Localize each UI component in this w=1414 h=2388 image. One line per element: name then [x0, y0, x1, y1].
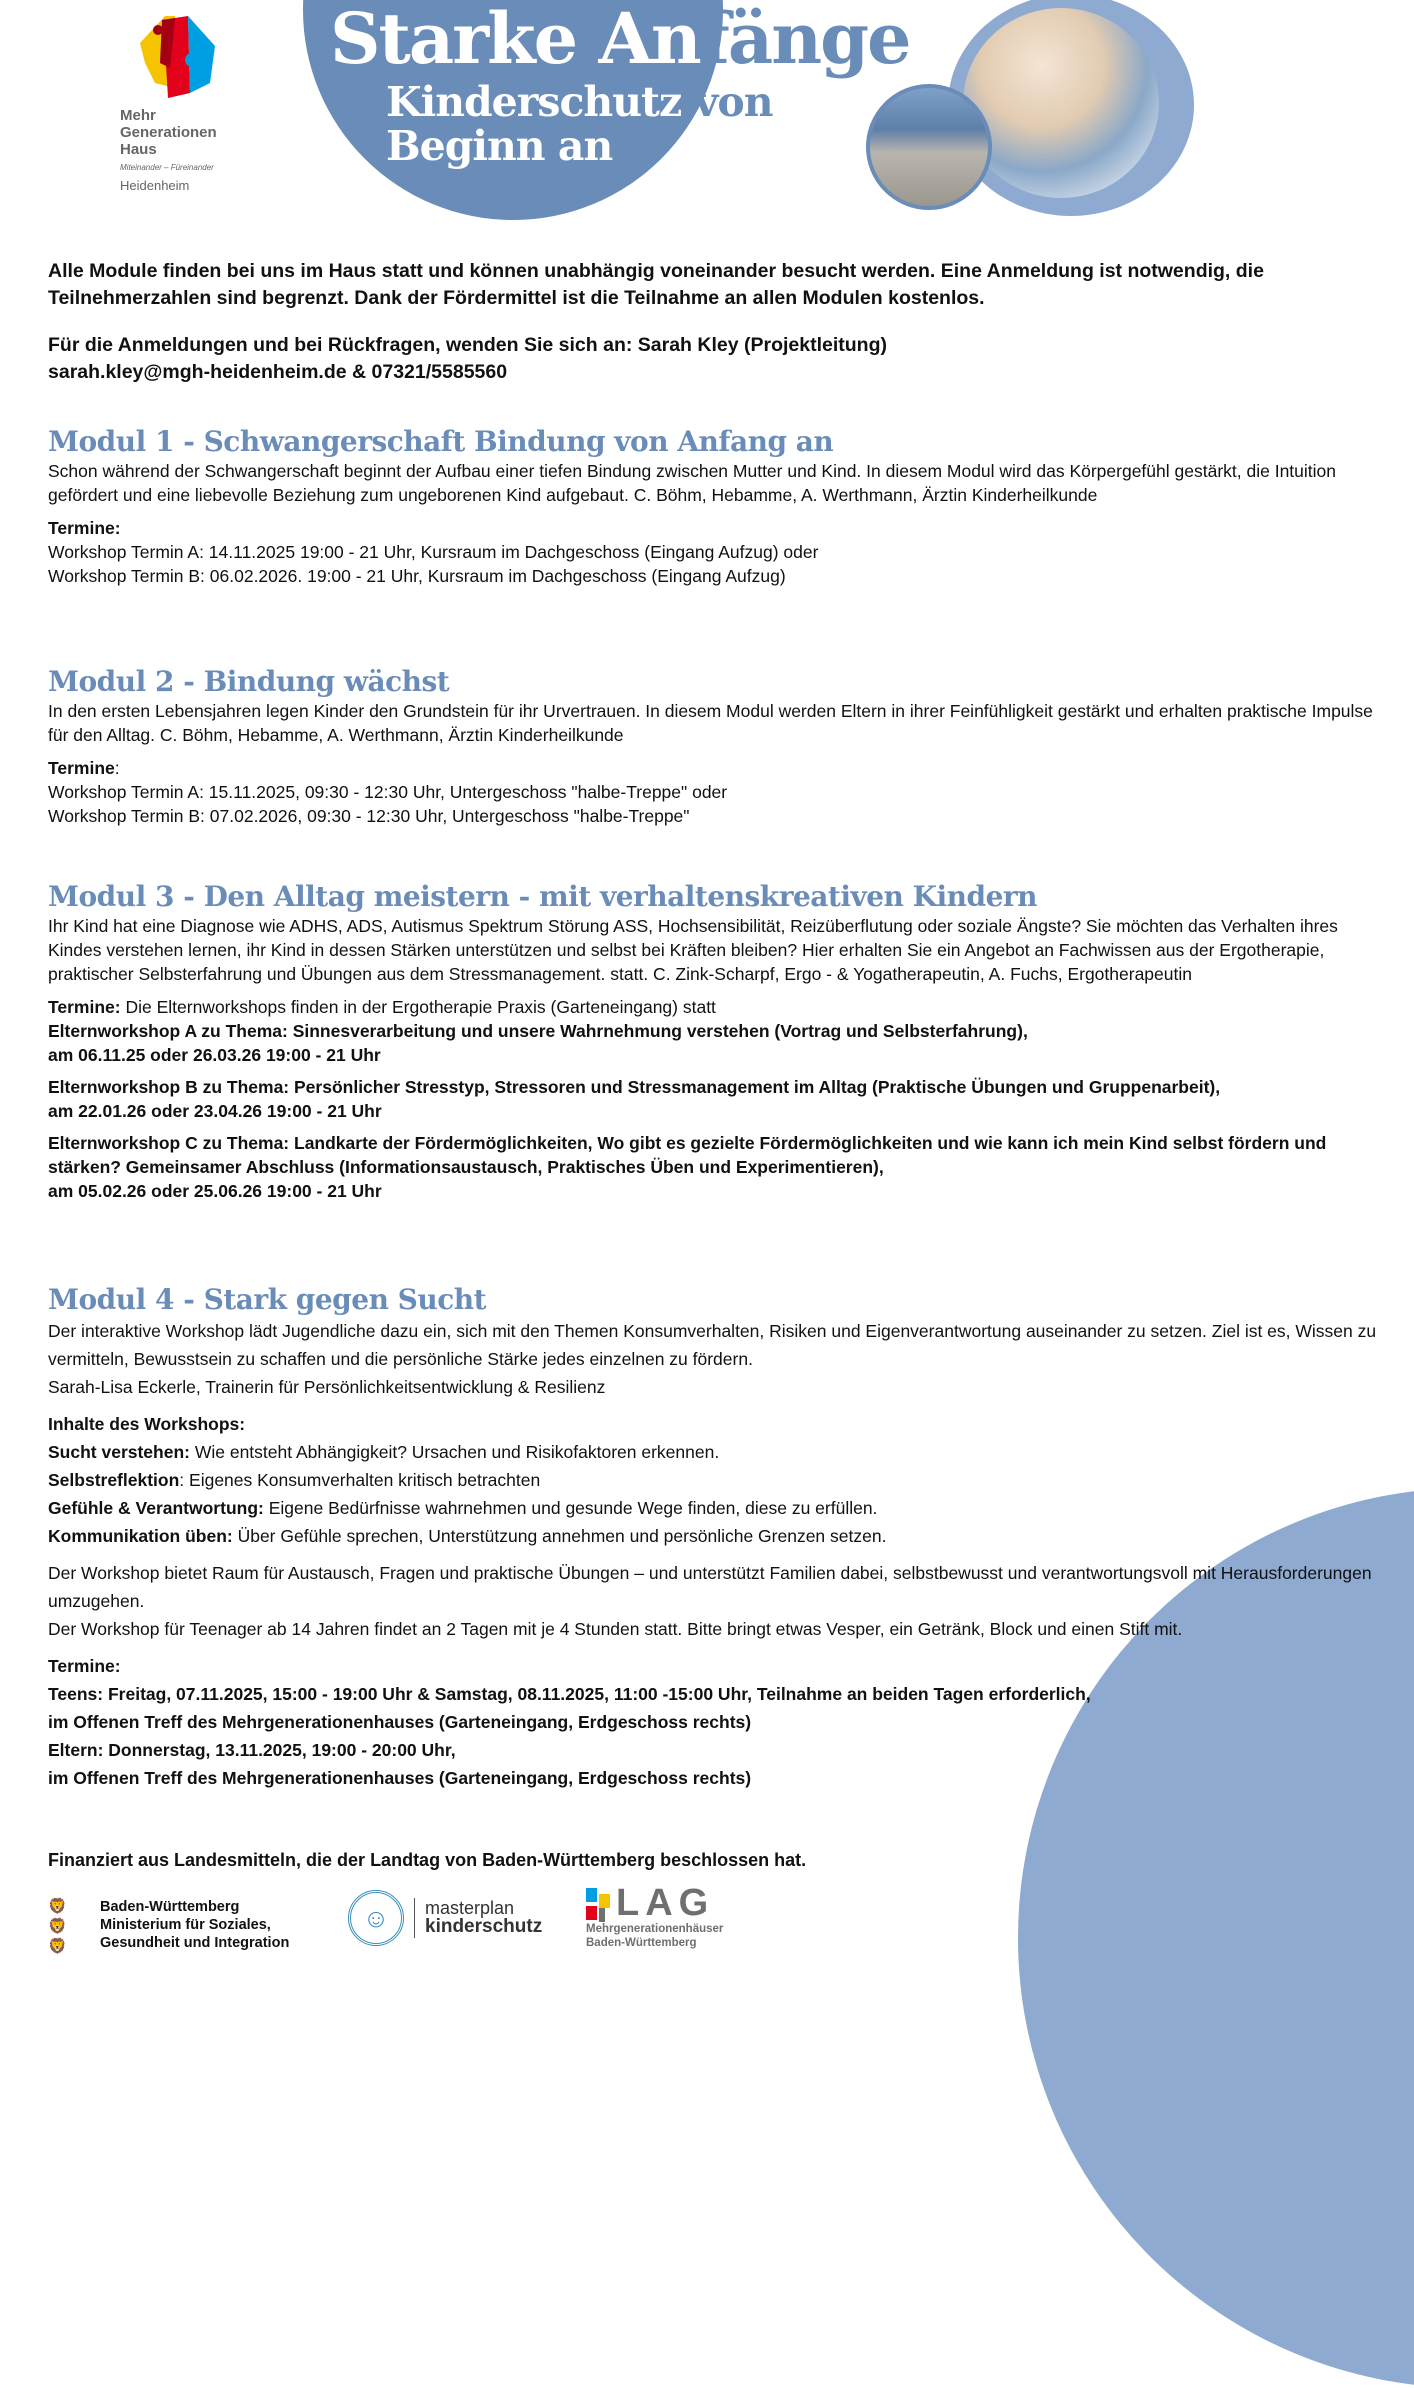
content-item-label: Kommunikation üben: — [48, 1526, 233, 1546]
date-line: Teens: Freitag, 07.11.2025, 15:00 - 19:00 Uhr & Samstag, 08.11.2025, 11:00 -15:00 Uhr, Teilnahme an beiden Tagen erforderlich, — [48, 1684, 1091, 1704]
closing-text: Der Workshop für Teenager ab 14 Jahren findet an 2 Tagen mit je 4 Stunden statt. Bitte bringt etwas Vesper, ein Getränk, Block und einen Stift mit. — [48, 1619, 1183, 1639]
logo-line: Generationen — [120, 124, 217, 141]
subtitle-text: Beginn an — [386, 122, 613, 170]
mgh-logo-name — [120, 107, 230, 158]
bw-logo-line: Ministerium für Soziales, — [100, 1917, 271, 1933]
mk-logo-line: masterplan — [425, 1898, 515, 1918]
content-item — [48, 1522, 1388, 1550]
date-line: im Offenen Treff des Mehrgenerationenhauses (Garteneingang, Erdgeschoss rechts) — [48, 1712, 752, 1732]
content-item-label: Selbstreflektion — [48, 1470, 180, 1490]
content-item-text: Wie entsteht Abhängigkeit? Ursachen und Risikofaktoren erkennen. — [189, 1442, 720, 1462]
mk-logo-line: kinderschutz — [425, 1916, 543, 1937]
contact-line: Für die Anmeldungen und bei Rückfragen, wenden Sie sich an: Sarah Kley (Projektleitung) — [48, 334, 887, 356]
termine-label: Termine — [48, 758, 115, 778]
content-item — [48, 1466, 1388, 1494]
module-4 — [48, 1283, 1388, 1792]
module-description: Ihr Kind hat eine Diagnose wie ADHS, ADS, Autismus Spektrum Störung ASS, Hochsensibilität, Reizüberflutung oder soziale Ängste? Sie möchten das Verhalten ihres Kindes verstehen lernen, ihr Kind in dessen Stärken unterstützen und selbst bei Kräften bleiben? Hier erhalten Sie ein Angebot an Fachwissen aus der Ergotherapie, praktischer Selbsterfahrung und Übungen aus dem Stressmanagement. statt. C. Zink-Scharpf, Ergo - & Yogatherapeutin, A. Fuchs, Ergotherapeutin — [48, 916, 1338, 984]
teens-photo — [866, 84, 992, 210]
title-word: fänge — [699, 0, 910, 80]
sponsor-logos — [48, 1882, 848, 1960]
content-item-text: Über Gefühle sprechen, Unterstützung annehmen und persönliche Grenzen setzen. — [232, 1526, 887, 1546]
mgh-logo-slogan: Miteinander – Füreinander — [120, 163, 214, 172]
lag-logo — [586, 1884, 723, 1950]
workshop-dates: am 22.01.26 oder 23.04.26 19:00 - 21 Uhr — [48, 1101, 382, 1121]
workshop-dates: am 05.02.26 oder 25.06.26 19:00 - 21 Uhr — [48, 1181, 382, 1201]
module-3 — [48, 880, 1388, 1203]
logo-line: Haus — [120, 141, 157, 158]
termine-label: Termine: — [48, 518, 121, 538]
termine-label: Termine: — [48, 1656, 121, 1676]
content-item-text: Eigene Bedürfnisse wahrnehmen und gesunde Wege finden, diese zu erfüllen. — [263, 1498, 878, 1518]
date-line: Workshop Termin A: 14.11.2025 19:00 - 21 Uhr, Kursraum im Dachgeschoss (Eingang Aufzug) oder — [48, 542, 819, 562]
workshop-title: Elternworkshop A zu Thema: Sinnesverarbeitung und unsere Wahrnehmung verstehen (Vortrag und Selbsterfahrung), — [48, 1021, 1028, 1041]
bw-logo-line: Gesundheit und Integration — [100, 1935, 290, 1951]
bw-logo-line: Baden-Württemberg — [100, 1899, 240, 1915]
subtitle-text: Kinderschutz — [386, 78, 695, 126]
module-title: Modul 3 - Den Alltag meistern - mit verhaltenskreativen Kindern — [48, 880, 1037, 913]
lion-icon: 🦁 — [48, 1938, 67, 1955]
module-title: Modul 1 - Schwangerschaft Bindung von Anfang an — [48, 425, 834, 458]
date-line: Workshop Termin B: 07.02.2026, 09:30 - 12:30 Uhr, Untergeschoss "halbe-Treppe" — [48, 806, 690, 826]
lion-emblem-icon — [48, 1898, 88, 1956]
termine-label: Termine: — [48, 997, 121, 1017]
workshop-title: Elternworkshop C zu Thema: Landkarte der Fördermöglichkeiten, Wo gibt es gezielte Fördermöglichkeiten und wie kann ich mein Kind selbst fördern und stärken? Gemeinsamer Abschluss (Informationsaustausch, Praktisches Üben und Experimentieren), — [48, 1133, 1327, 1177]
content-item-text: : Eigenes Konsumverhalten kritisch betrachten — [179, 1470, 541, 1490]
contents-label: Inhalte des Workshops: — [48, 1414, 246, 1434]
content-item — [48, 1494, 1388, 1522]
logo-divider — [414, 1898, 415, 1938]
family-photo — [963, 8, 1159, 198]
module-1 — [48, 425, 1388, 588]
content-item-label: Sucht verstehen: — [48, 1442, 190, 1462]
module-2 — [48, 665, 1388, 828]
logo-line: Mehr — [120, 107, 156, 124]
subtitle-text: von — [694, 78, 773, 126]
module-description: In den ersten Lebensjahren legen Kinder den Grundstein für ihr Urvertrauen. In diesem Modul werden Eltern in ihrer Feinfühligkeit gestärkt und erhalten praktische Impulse für den Alltag. C. Böhm, Hebamme, A. Werthmann, Ärztin Kinderheilkunde — [48, 701, 1373, 745]
intro-paragraph: Alle Module finden bei uns im Haus statt und können unabhängig voneinander besucht werden. Eine Anmeldung ist notwendig, die Teilnehmerzahlen sind begrenzt. Dank der Fördermittel ist die Teilnahme an allen Modulen kostenlos. — [48, 260, 1264, 309]
content-item — [48, 1438, 1388, 1466]
lion-icon: 🦁 — [48, 1898, 67, 1915]
mgh-logo — [120, 8, 230, 193]
lag-sub-line: Baden-Württemberg — [586, 1937, 697, 1949]
termine-suffix: : — [114, 758, 120, 778]
module-description: Der interaktive Workshop lädt Jugendliche dazu ein, sich mit den Themen Konsumverhalten, Risiken und Eigenverantwortung auseinander zu setzen. Ziel ist es, Wissen zu vermitteln, Bewusstsein zu schaffen und die persönliche Stärke jedes einzelnen zu fördern. — [48, 1321, 1377, 1369]
lag-sub-line: Mehrgenerationenhäuser — [586, 1923, 724, 1935]
puzzle-house-icon — [130, 8, 220, 98]
lag-word: LAG — [616, 1882, 715, 1924]
page-subtitle — [386, 80, 773, 168]
date-line: im Offenen Treff des Mehrgenerationenhauses (Garteneingang, Erdgeschoss rechts) — [48, 1768, 752, 1788]
mgh-logo-city: Heidenheim — [120, 178, 190, 193]
module-title: Modul 4 - Stark gegen Sucht — [48, 1283, 487, 1316]
date-line: Eltern: Donnerstag, 13.11.2025, 19:00 - 20:00 Uhr, — [48, 1740, 456, 1760]
workshop-title: Elternworkshop B zu Thema: Persönlicher Stresstyp, Stressoren und Stressmanagement im Alltag (Praktische Übungen und Gruppenarbeit), — [48, 1077, 1221, 1097]
bw-ministry-logo — [48, 1898, 289, 1956]
module-title: Modul 2 - Bindung wächst — [48, 665, 450, 698]
date-line: Workshop Termin A: 15.11.2025, 09:30 - 12:30 Uhr, Untergeschoss "halbe-Treppe" oder — [48, 782, 728, 802]
workshop-item — [48, 1075, 1388, 1123]
content-item-label: Gefühle & Verantwortung: — [48, 1498, 264, 1518]
lion-icon: 🦁 — [48, 1918, 67, 1935]
title-word: Starke — [330, 0, 599, 80]
workshop-dates: am 06.11.25 oder 26.03.26 19:00 - 21 Uhr — [48, 1045, 381, 1065]
contact-details[interactable]: sarah.kley@mgh-heidenheim.de & 07321/5585560 — [48, 361, 508, 383]
masterplan-kinderschutz-logo — [348, 1890, 542, 1946]
workshop-item — [48, 1019, 1388, 1067]
workshop-item — [48, 1131, 1388, 1203]
termine-text: Die Elternworkshops finden in der Ergotherapie Praxis (Garteneingang) statt — [120, 997, 716, 1017]
contact-info — [48, 332, 1388, 386]
main-content — [48, 258, 1388, 404]
lag-cross-icon — [586, 1888, 612, 1922]
child-figure-icon: ☺ — [348, 1890, 404, 1946]
page-title — [330, 0, 910, 80]
bw-logo-text — [100, 1898, 289, 1956]
closing-text: Der Workshop bietet Raum für Austausch, Fragen und praktische Übungen – und unterstützt Familien dabei, selbstbewusst und verantwortungsvoll mit Herausforderungen umzugehen. — [48, 1563, 1372, 1611]
trainer-line: Sarah-Lisa Eckerle, Trainerin für Persönlichkeitsentwicklung & Resilienz — [48, 1377, 606, 1397]
title-word: An — [598, 0, 700, 80]
funding-note: Finanziert aus Landesmitteln, die der Landtag von Baden-Württemberg beschlossen hat. — [48, 1850, 807, 1870]
date-line: Workshop Termin B: 06.02.2026. 19:00 - 21 Uhr, Kursraum im Dachgeschoss (Eingang Aufzug) — [48, 566, 786, 586]
module-description: Schon während der Schwangerschaft beginnt der Aufbau einer tiefen Bindung zwischen Mutter und Kind. In diesem Modul wird das Körpergefühl gestärkt, die Intuition gefördert und eine liebevolle Beziehung zum ungeborenen Kind aufgebaut. C. Böhm, Hebamme, A. Werthmann, Ärztin Kinderheilkunde — [48, 461, 1336, 505]
